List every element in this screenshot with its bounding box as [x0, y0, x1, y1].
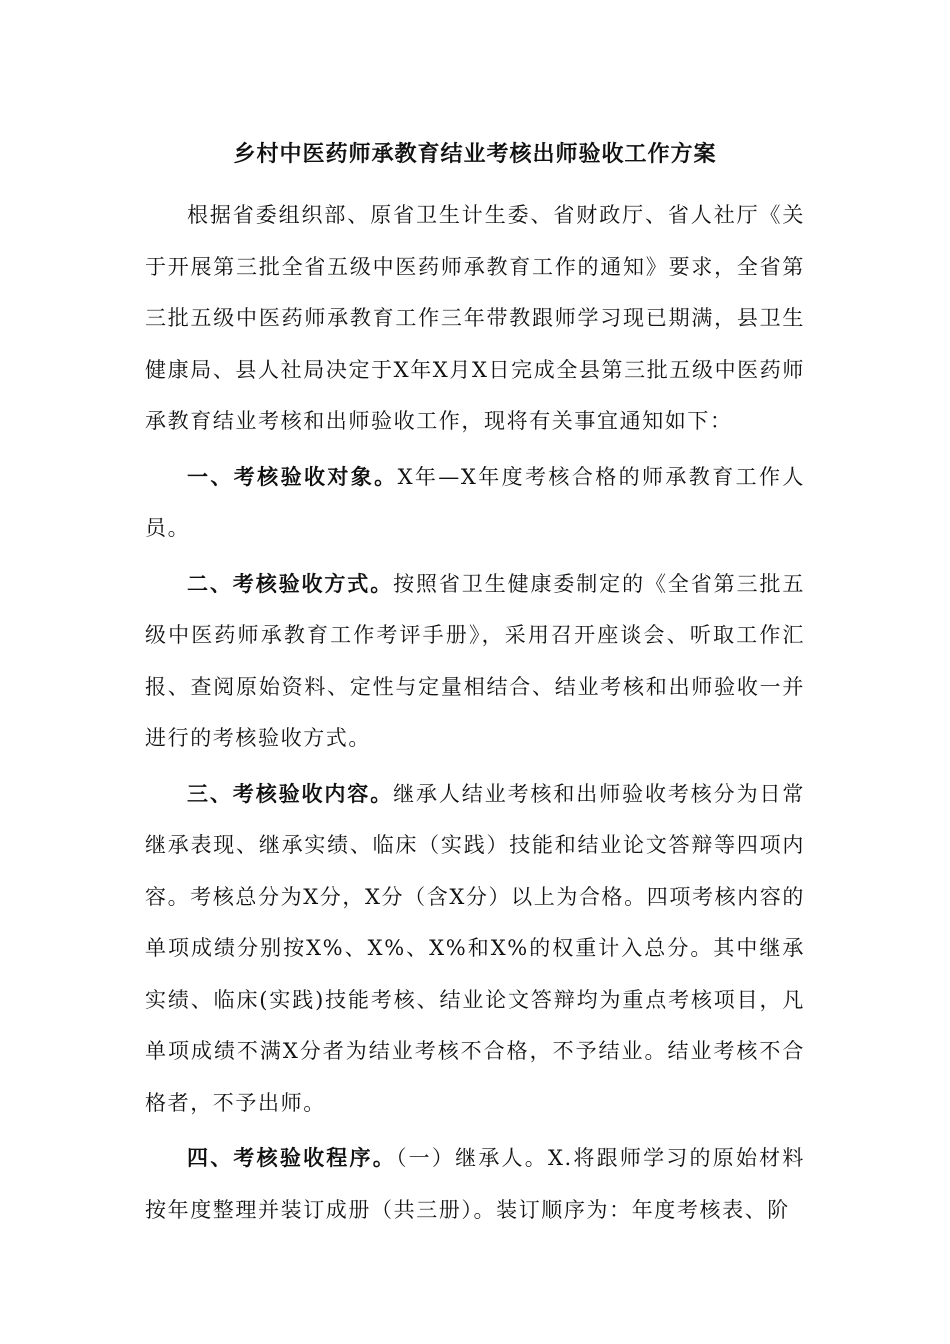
section-paragraph-4 — [145, 1133, 805, 1236]
section-text-3: 继承人结业考核和出师验收考核分为日常继承表现、继承实绩、临床（实践）技能和结业论文答辩等四项内容。考核总分为X分，X分（含X分）以上为合格。四项考核内容的单项成绩分别按X%、X%、X%和X%的权重计入总分。其中继承实绩、临床(实践)技能考核、结业论文答辩均为重点考核项目，凡单项成绩不满X分者为结业考核不合格，不予结业。结业考核不合格者，不予出师。 — [145, 781, 805, 1115]
section-paragraph-2 — [145, 559, 805, 765]
intro-paragraph: 根据省委组织部、原省卫生计生委、省财政厅、省人社厅《关于开展第三批全省五级中医药师承教育工作的通知》要求，全省第三批五级中医药师承教育工作三年带教跟师学习现已期满，县卫生健康局、县人社局决定于X年X月X日完成全县第三批五级中医药师承教育结业考核和出师验收工作，现将有关事宜通知如下： — [145, 203, 805, 433]
document-title: 乡村中医药师承教育结业考核出师验收工作方案 — [233, 142, 717, 167]
document-body — [145, 190, 805, 1236]
section-heading-2: 二、考核验收方式。 — [187, 571, 394, 596]
section-heading-1: 一、考核验收对象。 — [187, 464, 398, 489]
section-paragraph-1 — [145, 452, 805, 555]
section-paragraph-3 — [145, 769, 805, 1130]
section-text-1: X年—X年度考核合格的师承教育工作人员。 — [145, 464, 805, 540]
section-text-2: 按照省卫生健康委制定的《全省第三批五级中医药师承教育工作考评手册》，采用召开座谈会、听取工作汇报、查阅原始资料、定性与定量相结合、结业考核和出师验收一并进行的考核验收方式。 — [145, 571, 805, 750]
section-text-4: （一）继承人。X.将跟师学习的原始材料按年度整理并装订成册（共三册）。装订顺序为：年度考核表、阶 — [145, 1146, 805, 1222]
section-heading-4: 四、考核验收程序。 — [187, 1146, 396, 1170]
section-heading-3: 三、考核验收内容。 — [187, 781, 394, 806]
